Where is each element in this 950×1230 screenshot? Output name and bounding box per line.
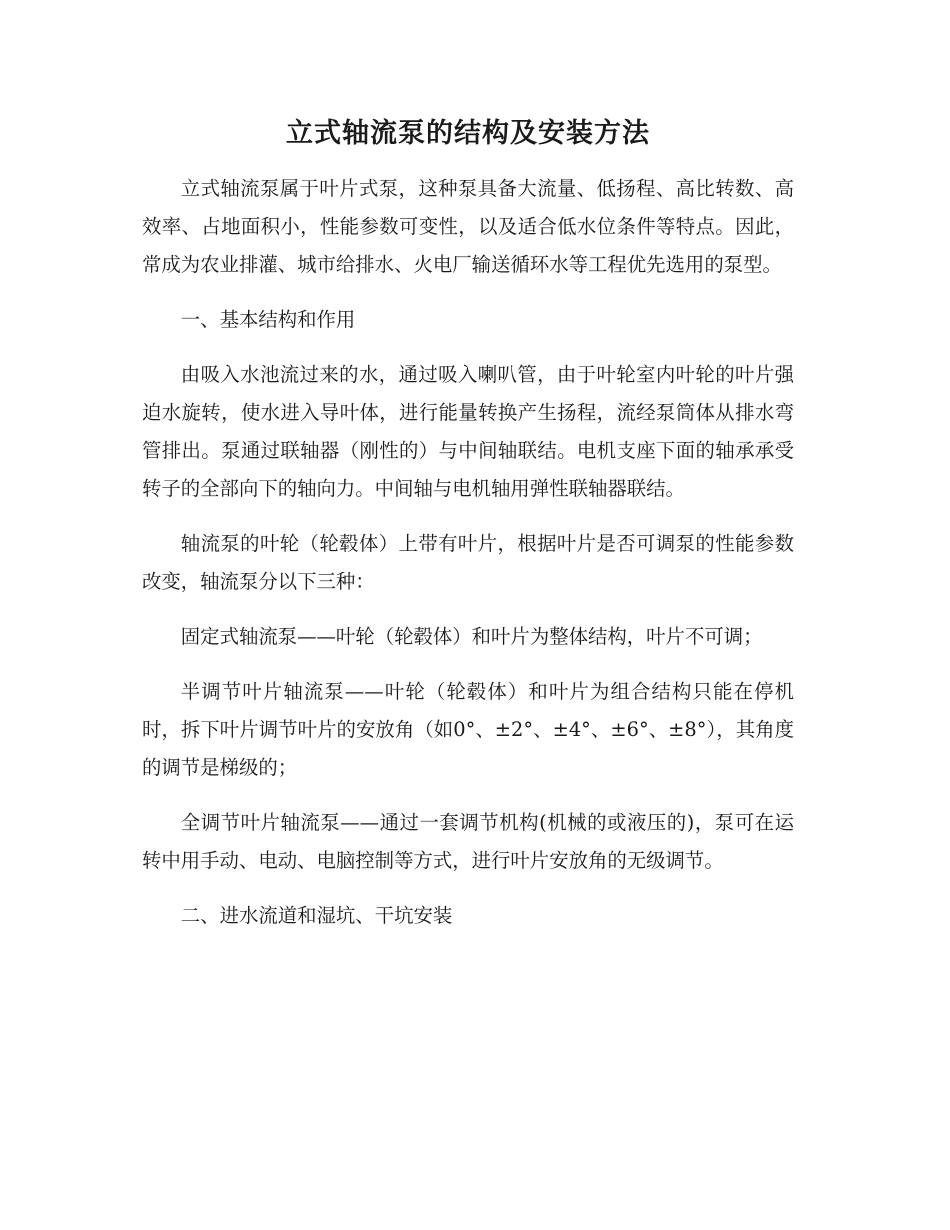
intro-paragraph: 立式轴流泵属于叶片式泵，这种泵具备大流量、低扬程、高比转数、高效率、占地面积小，性能参数可变性，以及适合低水位条件等特点。因此，常成为农业排灌、城市给排水、火电厂输送循环水等工程优先选用的泵型。 bbox=[142, 177, 794, 276]
section-heading-basic-structure: 一、基本结构和作用 bbox=[180, 308, 356, 331]
document-title: 立式轴流泵的结构及安装方法 bbox=[286, 118, 650, 149]
section-heading-installation: 二、进水流道和湿坑、干坑安装 bbox=[180, 904, 453, 927]
fixed-pump-paragraph: 固定式轴流泵——叶轮（轮毂体）和叶片为整体结构，叶片不可调； bbox=[180, 625, 763, 648]
document-page bbox=[142, 108, 794, 952]
fully-adjustable-pump-paragraph: 全调节叶片轴流泵——通过一套调节机构(机械的或液压的)，泵可在运转中用手动、电动、电脑控制等方式，进行叶片安放角的无级调节。 bbox=[142, 811, 794, 872]
impeller-types-paragraph: 轴流泵的叶轮（轮毂体）上带有叶片，根据叶片是否可调泵的性能参数改变，轴流泵分以下三种： bbox=[142, 532, 794, 593]
semi-adjustable-pump-paragraph: 半调节叶片轴流泵——叶轮（轮毂体）和叶片为组合结构只能在停机时，拆下叶片调节叶片的安放角（如0°、±2°、±4°、±6°、±8°），其角度的调节是梯级的； bbox=[142, 680, 794, 779]
structure-paragraph: 由吸入水池流过来的水，通过吸入喇叭管，由于叶轮室内叶轮的叶片强迫水旋转，使水进入导叶体，进行能量转换产生扬程，流经泵筒体从排水弯管排出。泵通过联轴器（刚性的）与中间轴联结。电机支座下面的轴承承受转子的全部向下的轴向力。中间轴与电机轴用弹性联轴器联结。 bbox=[142, 363, 794, 500]
